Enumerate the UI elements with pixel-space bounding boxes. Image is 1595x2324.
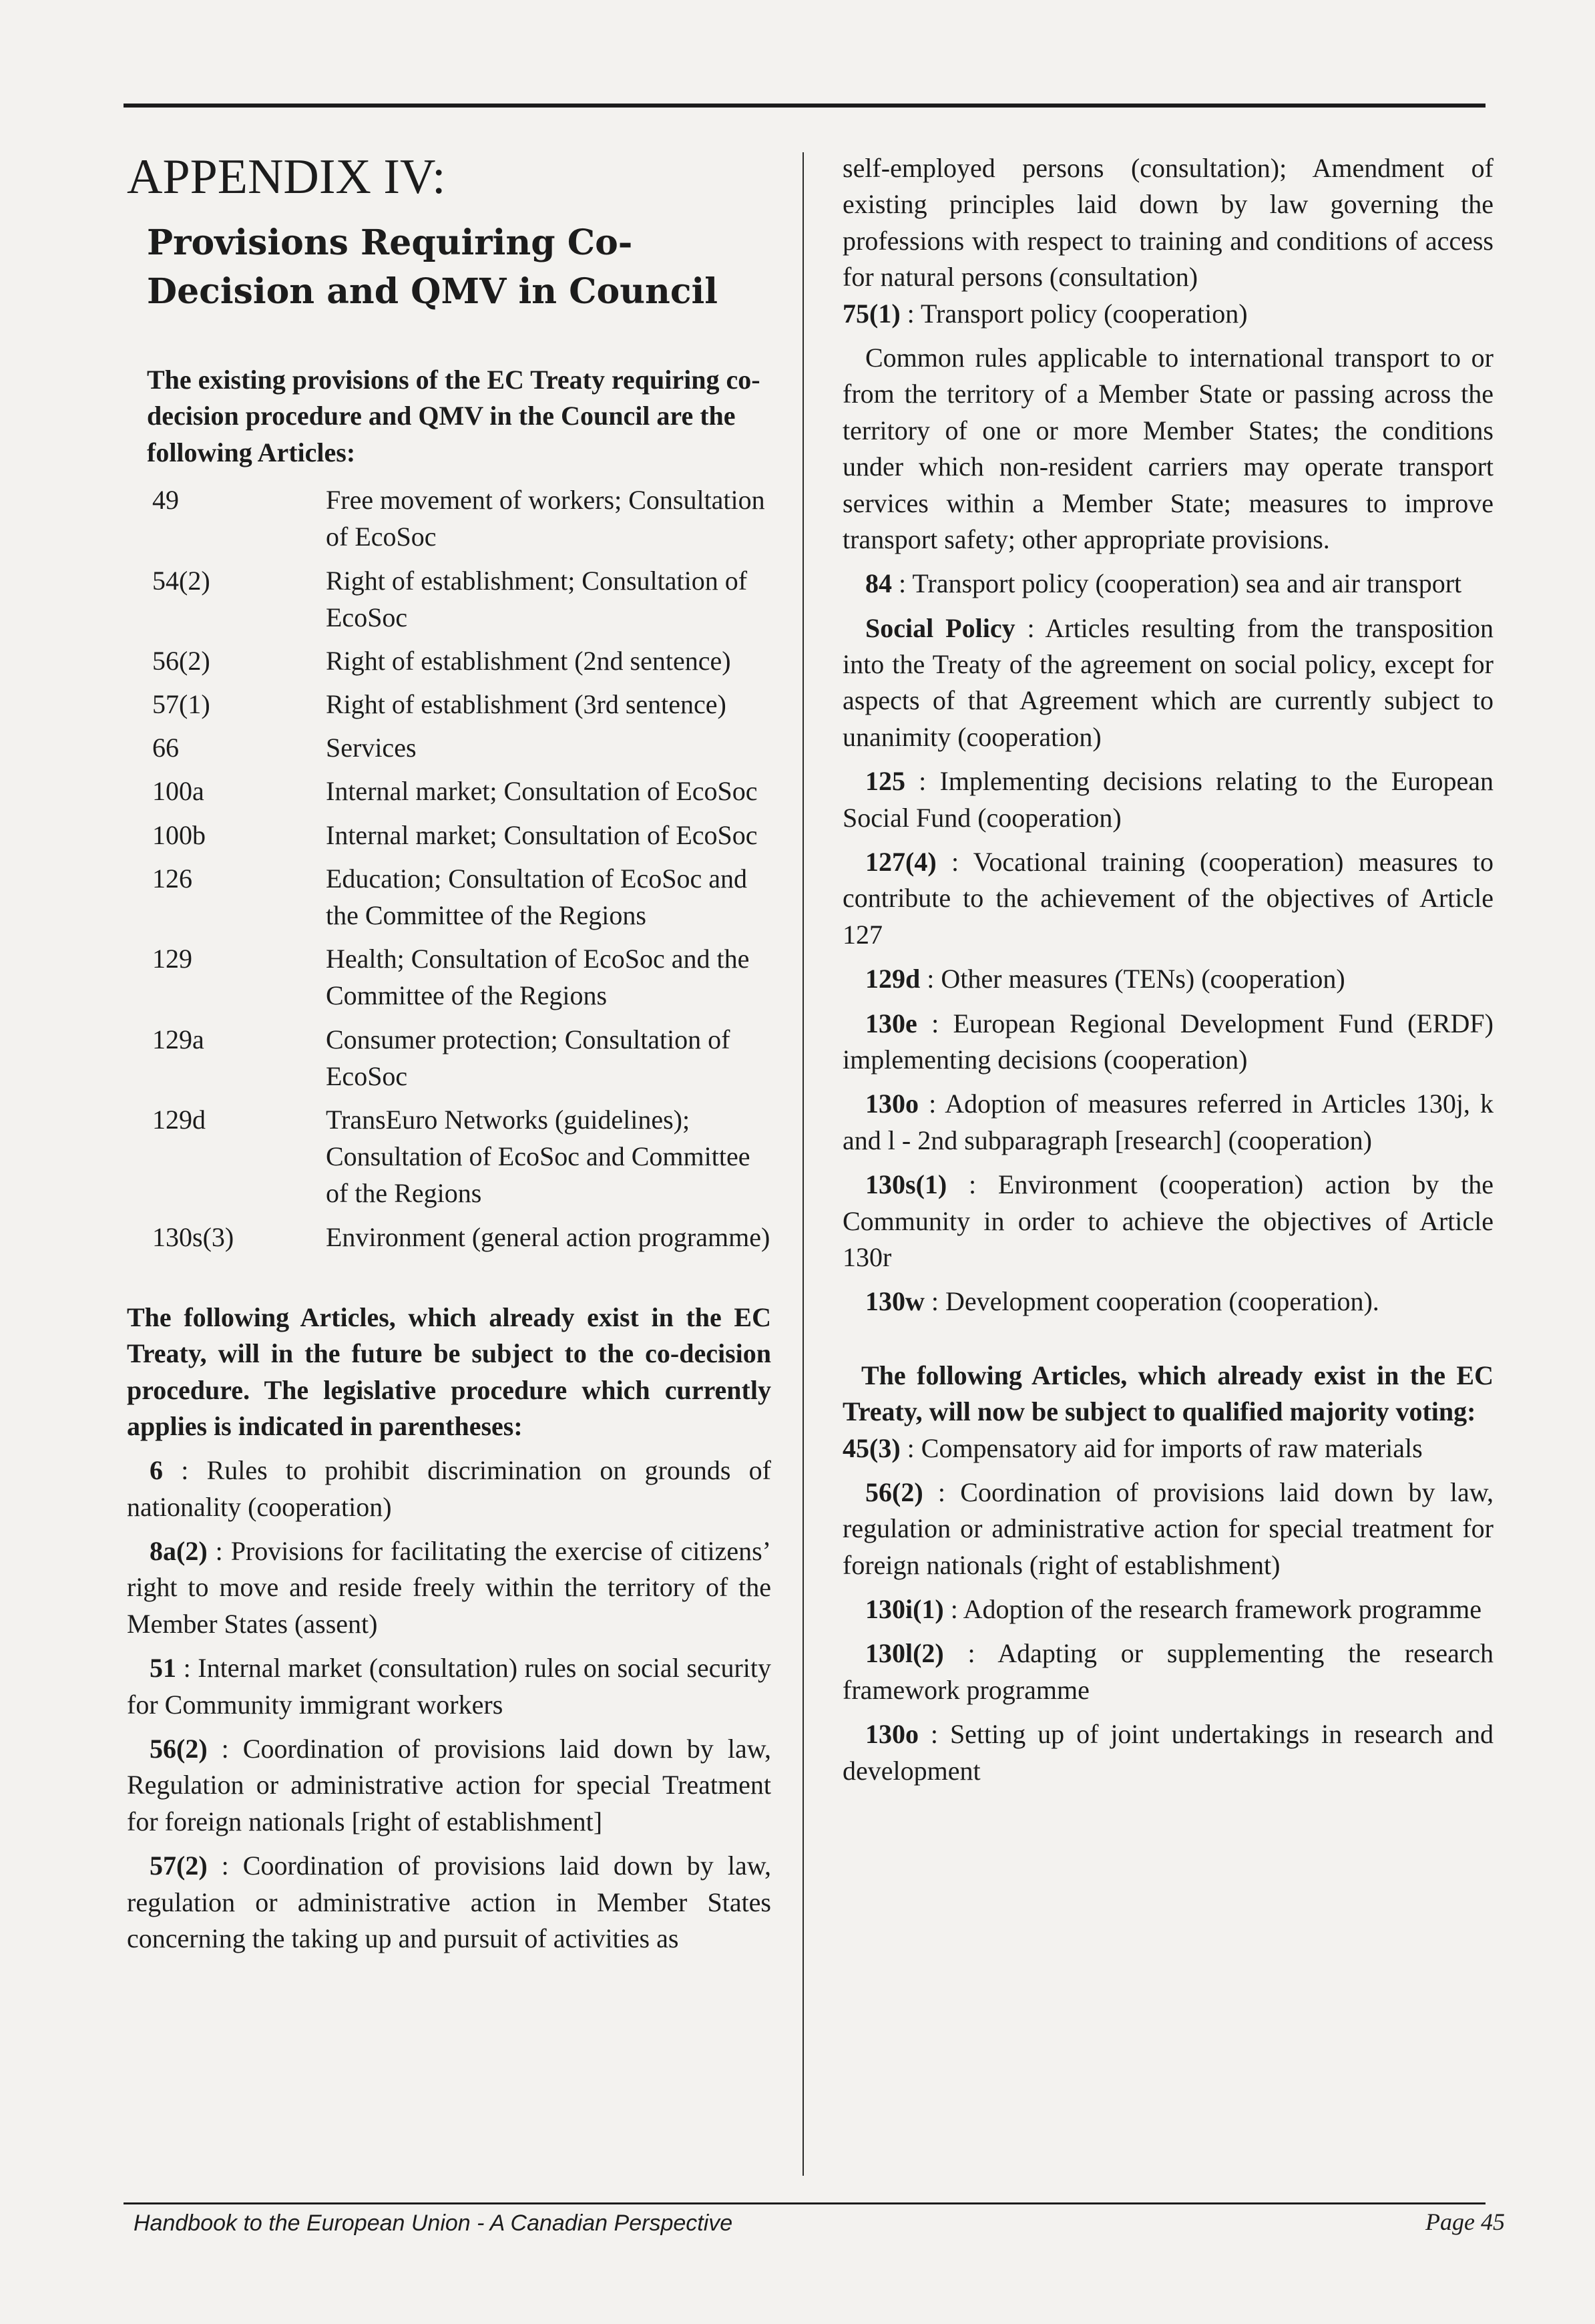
article-entry-text: Transport policy (cooperation) — [921, 298, 1248, 329]
article-entry — [127, 1731, 771, 1840]
article-entry — [843, 1635, 1494, 1708]
article-entry-separator: : — [892, 568, 913, 599]
article-entry-number: 56(2) — [865, 1477, 923, 1507]
left-column — [127, 150, 771, 1957]
article-row — [127, 481, 771, 555]
article-row — [127, 729, 771, 766]
article-entry-text: Implementing decisions relating to the European Social Fund (cooperation) — [843, 766, 1494, 833]
article-entry-number: 45(3) — [843, 1432, 901, 1463]
article-description: Internal market; Consultation of EcoSoc — [326, 819, 758, 850]
article-entry-separator: : — [900, 298, 921, 329]
article-entry — [843, 1475, 1494, 1583]
article-entry-text: Coordination of provisions laid down by law, regulation or administrative action for special treatment for foreign nationals (right of establishment) — [843, 1477, 1494, 1580]
footer-page-number: Page 45 — [1425, 2208, 1505, 2235]
article-entry-text: Setting up of joint undertakings in research and development — [843, 1719, 1494, 1786]
article-row — [127, 860, 771, 934]
article-entry-separator: : — [905, 766, 940, 797]
article-entry — [843, 1430, 1494, 1467]
article-number: 100b — [152, 819, 206, 850]
article-number: 66 — [152, 733, 179, 763]
article-number: 56(2) — [152, 645, 210, 676]
article-entry-text: Environment (cooperation) action by the Community in order to achieve the objectives of Article 130r — [843, 1169, 1494, 1272]
article-entry — [843, 763, 1494, 836]
article-entry-number: 129d — [865, 964, 921, 994]
article-number: 126 — [152, 863, 192, 894]
article-number: 130s(3) — [152, 1221, 234, 1252]
codecision-list-right — [843, 296, 1494, 1320]
article-number: 129a — [152, 1024, 204, 1054]
article-row — [127, 817, 771, 853]
article-number: 100a — [152, 776, 204, 807]
bottom-rule — [124, 2202, 1486, 2204]
article-entry-number: 130l(2) — [865, 1638, 944, 1669]
article-row — [127, 642, 771, 679]
article-description: Free movement of workers; Consultation of EcoSoc — [326, 485, 765, 552]
article-row — [127, 562, 771, 636]
article-entry-separator: : — [947, 1169, 998, 1200]
codecision-list-left — [127, 1452, 771, 1957]
article-entry — [843, 1167, 1494, 1276]
article-entry-separator: : — [943, 1594, 963, 1625]
article-entry-separator: : — [936, 847, 973, 878]
article-entry-number: 51 — [150, 1653, 176, 1684]
article-entry-separator: : — [176, 1653, 198, 1684]
article-entry — [843, 566, 1494, 602]
article-row — [127, 940, 771, 1014]
right-column — [843, 150, 1494, 1789]
footer-book-title: Handbook to the European Union - A Canadian Perspective — [134, 2210, 733, 2236]
article-entry-number: 130o — [865, 1719, 919, 1750]
article-description: Right of establishment (2nd sentence) — [326, 645, 731, 676]
article-entry-number: 130w — [865, 1286, 925, 1317]
article-entry-text: European Regional Development Fund (ERDF) implementing decisions (cooperation) — [843, 1008, 1494, 1075]
article-entry — [127, 1848, 771, 1957]
article-entry-separator: : — [924, 1286, 946, 1317]
article-entry — [843, 961, 1494, 997]
article-entry-text: Common rules applicable to international transport to or from the territory of a Member State or passing across the territory of one or more Member States; the conditions under which non-resident carriers may operate transport services within a Member State; measures to improve transport safety; other appropriate provisions. — [843, 342, 1494, 554]
article-number: 57(1) — [152, 689, 210, 720]
article-description: Education; Consultation of EcoSoc and the Committee of the Regions — [326, 863, 747, 931]
article-entry-text: Transport policy (cooperation) sea and air transport — [912, 568, 1462, 599]
article-description: Environment (general action programme) — [326, 1221, 770, 1252]
article-entry-text: Coordination of provisions laid down by law, regulation or administrative action in Member States concerning the taking up and pursuit of activities as — [127, 1851, 771, 1953]
article-entry-text: Development cooperation (cooperation). — [945, 1286, 1379, 1317]
article-number: 54(2) — [152, 565, 210, 596]
article-entry-text: Adoption of the research framework programme — [963, 1594, 1482, 1625]
article-entry — [843, 1716, 1494, 1789]
article-entry-number: 130i(1) — [865, 1594, 944, 1625]
article-entry-text: Adoption of measures referred in Articles 130j, k and l - 2nd subparagraph [research] (cooperation) — [843, 1089, 1494, 1155]
article-entry-separator: : — [1015, 612, 1046, 643]
article-entry-number: 57(2) — [150, 1851, 208, 1881]
article-description: Internal market; Consultation of EcoSoc — [326, 776, 758, 807]
article-entry-text: Other measures (TENs) (cooperation) — [941, 964, 1345, 994]
qmv-heading: The following Articles, which already exist in the EC Treaty, will now be subject to qualified majority voting: — [843, 1360, 1494, 1427]
article-number: 129d — [152, 1104, 206, 1135]
article-entry — [127, 1533, 771, 1642]
article-number: 49 — [152, 485, 179, 516]
column-divider — [803, 152, 804, 2176]
codecision-heading: The following Articles, which already exist in the EC Treaty, will in the future be subject to the co-decision procedure. The legislative procedure which currently applies is indicated in parentheses: — [127, 1302, 771, 1441]
article-entry-separator: : — [923, 1477, 961, 1507]
appendix-title: APPENDIX IV: — [127, 150, 446, 204]
article-entry-separator: : — [917, 1008, 953, 1038]
article-entry — [843, 340, 1494, 558]
article-entry — [843, 1086, 1494, 1159]
article-entry — [127, 1650, 771, 1723]
article-entry-number: 84 — [865, 568, 892, 599]
article-entry-separator: : — [900, 1432, 921, 1463]
article-entry-text: Internal market (consultation) rules on social security for Community immigrant workers — [127, 1653, 771, 1720]
article-entry-number: Social Policy — [865, 612, 1015, 643]
top-rule — [124, 104, 1486, 108]
article-entry — [843, 610, 1494, 756]
article-entry-number: 127(4) — [865, 847, 937, 878]
article-entry-separator: : — [943, 1638, 998, 1669]
article-entry-number: 75(1) — [843, 298, 901, 329]
article-description: Services — [326, 733, 417, 763]
continuation-paragraph: self-employed persons (consultation); Amendment of existing principles laid down by law governing the professions with respect to training and conditions of access for natural persons (consultation) — [843, 153, 1494, 293]
article-entry — [127, 1452, 771, 1525]
article-entry-number: 8a(2) — [150, 1536, 208, 1567]
article-entry — [843, 1006, 1494, 1079]
article-description: TransEuro Networks (guidelines); Consultation of EcoSoc and Committee of the Regions — [326, 1104, 750, 1209]
article-description: Right of establishment (3rd sentence) — [326, 689, 726, 720]
qmv-list — [843, 1430, 1494, 1790]
article-entry-text: Provisions for facilitating the exercise of citizens’ right to move and reside freely within the territory of the Member States (assent) — [127, 1536, 771, 1639]
article-entry-separator: : — [919, 1719, 950, 1750]
article-entry-text: Adapting or supplementing the research framework programme — [843, 1638, 1494, 1705]
article-entry-text: Articles resulting from the transposition into the Treaty of the agreement on social policy, except for aspects of that Agreement which are currently subject to unanimity (cooperation) — [843, 612, 1494, 752]
article-row — [127, 686, 771, 723]
article-entry-number: 6 — [150, 1455, 163, 1486]
article-entry-separator: : — [919, 1089, 945, 1119]
article-entry-separator: : — [163, 1455, 207, 1486]
article-row — [127, 1101, 771, 1212]
article-row — [127, 1021, 771, 1095]
article-entry-number: 56(2) — [150, 1734, 208, 1764]
article-entry — [843, 296, 1494, 332]
appendix-subtitle: Provisions Requiring Co-Decision and QMV in Council — [147, 222, 718, 313]
article-entry-text: Vocational training (cooperation) measures to contribute to the achievement of the objectives of Article 127 — [843, 847, 1494, 950]
article-entry-number: 130o — [865, 1089, 919, 1119]
article-entry — [843, 1591, 1494, 1627]
article-entry-number: 125 — [865, 766, 905, 797]
article-entry — [843, 844, 1494, 953]
intro-paragraph: The existing provisions of the EC Treaty requiring co-decision procedure and QMV in the Council are the following Articles: — [147, 364, 760, 467]
article-description: Right of establishment; Consultation of EcoSoc — [326, 565, 748, 632]
article-description: Health; Consultation of EcoSoc and the Committee of the Regions — [326, 944, 750, 1011]
article-entry — [843, 1284, 1494, 1320]
article-entry-separator: : — [207, 1734, 243, 1764]
article-entry-text: Rules to prohibit discrimination on grounds of nationality (cooperation) — [127, 1455, 771, 1522]
article-entry-number: 130e — [865, 1008, 917, 1038]
article-entry-separator: : — [207, 1851, 243, 1881]
article-entry-text: Compensatory aid for imports of raw materials — [921, 1432, 1423, 1463]
article-row — [127, 1219, 771, 1255]
article-entry-text: Coordination of provisions laid down by law, Regulation or administrative action for special Treatment for foreign nationals [right of establishment] — [127, 1734, 771, 1836]
article-entry-separator: : — [920, 964, 941, 994]
articles-table — [127, 481, 771, 1255]
article-entry-number: 130s(1) — [865, 1169, 947, 1200]
article-number: 129 — [152, 944, 192, 974]
article-entry-separator: : — [207, 1536, 231, 1567]
article-row — [127, 773, 771, 809]
article-description: Consumer protection; Consultation of EcoSoc — [326, 1024, 730, 1091]
